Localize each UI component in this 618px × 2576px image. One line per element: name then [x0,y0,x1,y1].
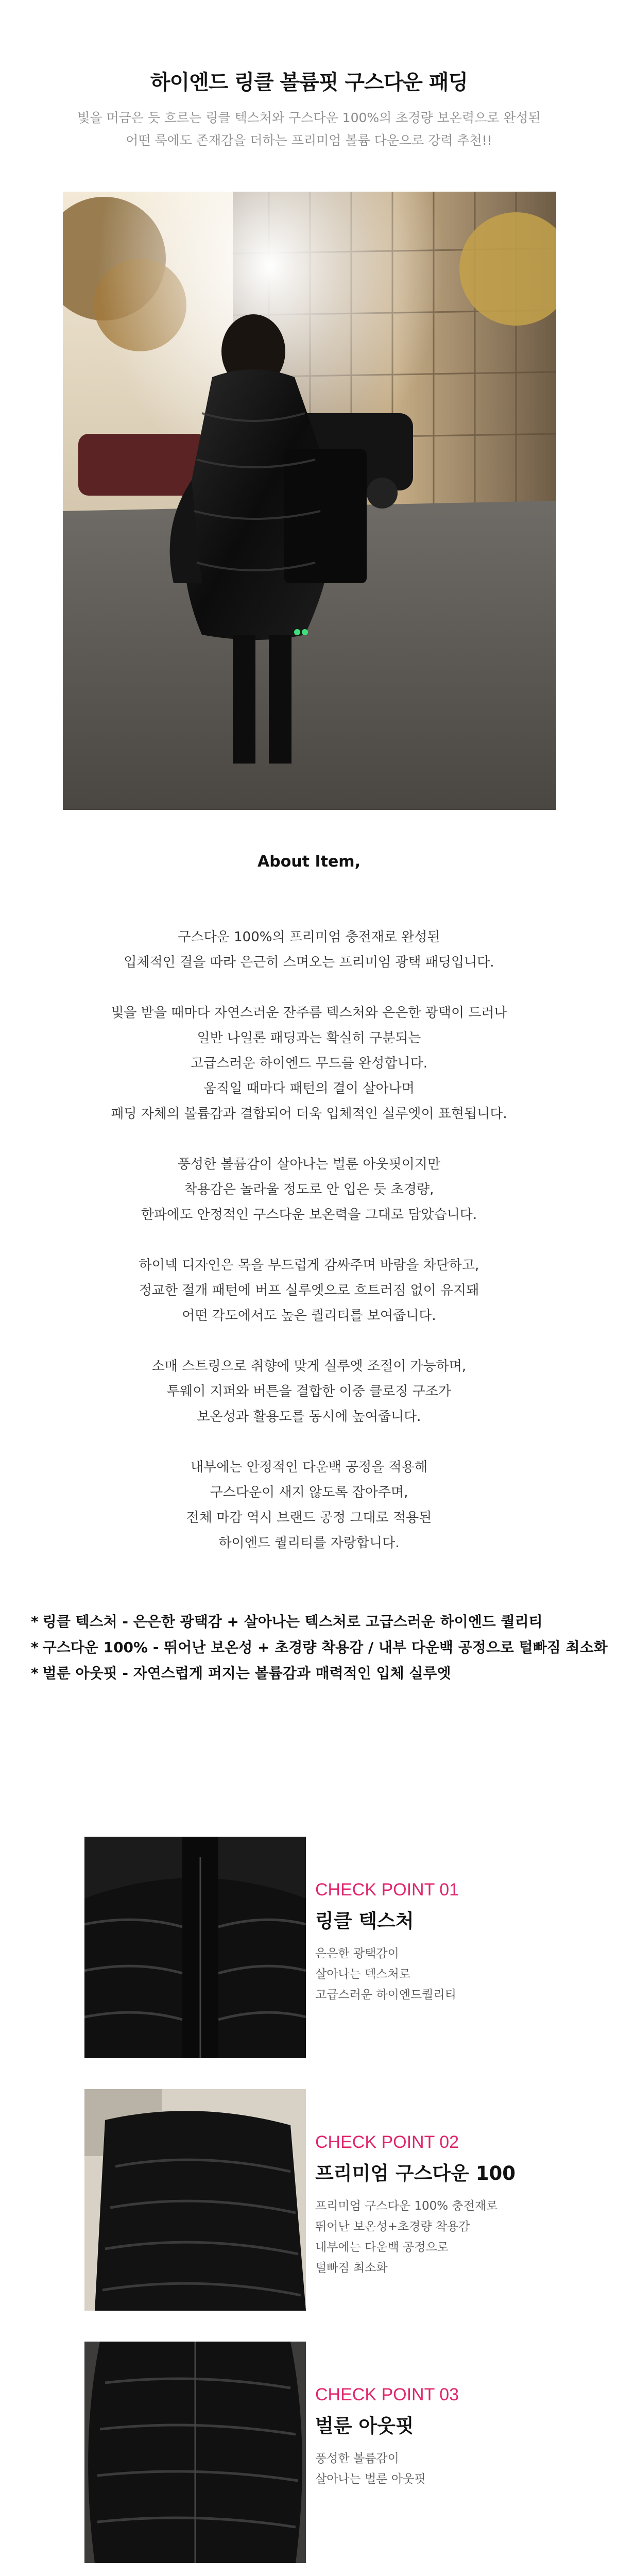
check-point-text [315,2132,562,2278]
description-line: 구스다운 100%의 프리미엄 충전재로 완성된 [178,929,440,945]
subtitle-line: 빛을 머금은 듯 흐르는 링클 텍스처와 구스다운 100%의 초경량 보온력으로 완성된 [77,110,541,125]
check-point-03 [84,2342,569,2563]
page-title: 하이엔드 링클 볼륨핏 구스다운 패딩 [150,71,468,94]
description-paragraph [0,1455,618,1556]
check-point-01 [84,1837,569,2058]
description-line: 풍성한 볼륨감이 [315,2452,399,2465]
subtitle-line: 어떤 룩에도 존재감을 더하는 프리미엄 볼륨 다운으로 강력 추천!! [126,133,492,148]
description-line: 투웨이 지퍼와 버튼을 결합한 이중 클로징 구조가 [167,1384,451,1399]
description-line: 착용감은 놀라울 정도로 안 입은 듯 초경량, [184,1182,434,1197]
description-line: 풍성한 볼륨감이 살아나는 벌룬 아웃핏이지만 [177,1157,441,1172]
description-line: 구스다운이 새지 않도록 잡아주며, [210,1485,408,1500]
description-line: 하이엔드 퀄리티를 자랑합니다. [218,1535,400,1551]
check-point-title: 링클 텍스처 [315,1910,414,1932]
description-line: 살아나는 텍스처로 [315,1968,411,1981]
description-line: 보온성과 활용도를 동시에 높여줍니다. [197,1409,421,1425]
description-line: 패딩 자체의 볼륨감과 결합되어 더욱 입체적인 실루엣이 표현됩니다. [111,1106,507,1122]
about-item-description [0,925,618,1581]
check-point-label: CHECK POINT 03 [315,2385,459,2404]
street-scene-illustration [63,192,556,810]
feature-highlight-text: 링클 텍스처 - 은은한 광택감 + 살아나는 텍스처로 고급스러운 하이엔드 퀄리티 [42,1613,543,1630]
description-line: 한파에도 안정적인 구스다운 보온력을 그대로 담았습니다. [141,1207,477,1223]
description-line: 빛을 받을 때마다 자연스러운 잔주름 텍스처와 은은한 광택이 드러나 [111,1005,507,1021]
page-subtitle [0,107,618,152]
description-paragraph [0,1253,618,1329]
description-line: 하이넥 디자인은 목을 부드럽게 감싸주며 바람을 차단하고, [139,1258,479,1273]
description-paragraph [0,1354,618,1430]
check-point-title: 벌룬 아웃핏 [315,2415,414,2437]
check-point-label: CHECK POINT 02 [315,2132,459,2152]
description-paragraph [0,1001,618,1127]
description-line: 정교한 절개 패턴에 버프 실루엣으로 흐트러짐 없이 유지돼 [139,1283,479,1298]
check-point-description [315,2196,562,2278]
description-line: 고급스러운 하이엔드 무드를 완성합니다. [190,1056,428,1071]
jacket-detail-image [84,1837,306,2058]
description-line: 은은한 광택감이 [315,1947,399,1960]
description-line: 전체 마감 역시 브랜드 공정 그대로 적용된 [186,1510,432,1526]
description-paragraph [0,925,618,975]
bullet-marker: * [31,1665,39,1682]
check-point-description [315,1943,562,2005]
description-line: 어떤 각도에서도 높은 퀄리티를 보여줍니다. [182,1308,436,1324]
description-line: 내부에는 다운백 공정으로 [315,2241,449,2254]
description-line: 내부에는 안정적인 다운백 공정을 적용해 [190,1460,428,1475]
description-paragraph [0,1152,618,1228]
feature-highlight-text: 벌룬 아웃핏 - 자연스럽게 퍼지는 볼륨감과 매력적인 입체 실루엣 [42,1665,451,1682]
description-line: 뛰어난 보온성+초경량 착용감 [315,2220,470,2233]
bullet-marker: * [31,1613,39,1630]
description-line: 일반 나일론 패딩과는 확실히 구분되는 [197,1030,421,1046]
check-point-title: 프리미엄 구스다운 100 [315,2162,516,2184]
bullet-marker: * [31,1639,39,1656]
check-point-photo [84,2089,306,2311]
about-item-heading: About Item, [258,853,360,871]
check-point-text [315,2385,562,2489]
check-point-photo [84,1837,306,2058]
check-point-02 [84,2089,569,2311]
check-point-description [315,2448,562,2489]
jacket-detail-image [84,2089,306,2311]
feature-highlight-item [31,1609,597,1635]
feature-highlight-item [31,1660,597,1686]
feature-highlight-text: 구스다운 100% - 뛰어난 보온성 + 초경량 착용감 / 내부 다운백 공정으로 털빠짐 최소화 [42,1639,608,1656]
check-point-text [315,1880,562,2005]
description-line: 소매 스트링으로 취향에 맞게 실루엣 조절이 가능하며, [151,1359,467,1374]
description-line: 프리미엄 구스다운 100% 충전재로 [315,2199,498,2213]
main-product-photo [63,192,556,810]
feature-highlight-item [31,1635,608,1660]
feature-highlights [31,1609,608,1686]
description-line: 고급스러운 하이엔드퀄리티 [315,1988,456,2002]
description-line: 움직일 때마다 패턴의 결이 살아나며 [203,1081,415,1096]
check-point-photo [84,2342,306,2563]
description-line: 살아나는 벌룬 아웃핏 [315,2472,426,2486]
jacket-detail-image [84,2342,306,2563]
description-line: 털빠짐 최소화 [315,2261,388,2275]
description-line: 입체적인 결을 따라 은근히 스며오는 프리미엄 광택 패딩입니다. [124,955,494,970]
check-point-label: CHECK POINT 01 [315,1880,459,1900]
